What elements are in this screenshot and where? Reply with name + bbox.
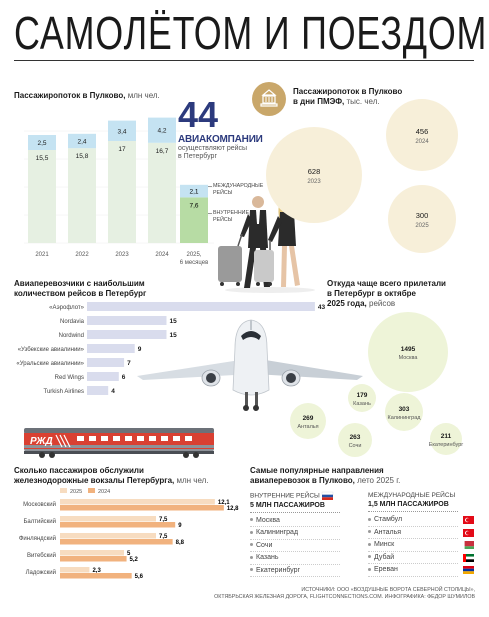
airlines-sub2: в Петербург (178, 153, 217, 160)
station-bar-2025 (60, 499, 215, 505)
carrier-bar (87, 372, 119, 381)
station-value-2025: 7,5 (159, 534, 168, 540)
origin-city: Калининград (387, 415, 421, 421)
legend-label-2025: 2025 (70, 489, 83, 495)
turkey-flag-icon (463, 516, 474, 524)
carrier-value: 4 (111, 388, 115, 395)
carrier-name: «Узбекские авиалинии» (17, 347, 84, 353)
legend-leader-line (208, 213, 212, 214)
russia-flag-icon (322, 492, 333, 500)
airlines-sub1: осуществляют рейсы (178, 145, 248, 152)
spief-year: 2025 (415, 223, 429, 229)
international-city: Дубай (368, 552, 458, 565)
carrier-value: 15 (169, 318, 177, 325)
domestic-head: ВНУТРЕННИЕ РЕЙСЫ (250, 492, 320, 500)
spief-value: 628 (307, 167, 321, 176)
pulkovo-chart-title: Пассажиропоток в Пулково, млн чел. (14, 91, 160, 100)
legend-domestic: ВНУТРЕННИЕ РЕЙСЫ (213, 210, 250, 223)
station-value-2024: 5,2 (129, 557, 138, 563)
origins-title: Откуда чаще всего прилетали в Петербург в октябре 2025 года, рейсов (327, 279, 446, 308)
spief-year: 2024 (415, 139, 429, 145)
uae-flag-icon (463, 554, 474, 562)
origin-city: Москва (398, 355, 418, 361)
domestic-city: Екатеринбург (250, 565, 340, 578)
carrier-value: 9 (137, 346, 142, 353)
domestic-destinations (250, 492, 360, 577)
domestic-city-list (250, 515, 360, 578)
year-label-2025-sub: 6 месяцев (179, 260, 209, 266)
station-bar-2024 (60, 556, 127, 562)
legend-leader-line (208, 186, 212, 187)
station-name: Финляндский (18, 536, 56, 542)
origin-value: 303 (398, 406, 410, 413)
armenia-flag-icon (463, 566, 474, 574)
spief-chart (250, 95, 489, 270)
domestic-value: 16,7 (155, 147, 169, 155)
year-label: 2024 (155, 252, 169, 258)
title-underline (14, 60, 474, 61)
destinations-title: Самые популярные направления авиаперевозок в Пулково, лето 2025 г. (250, 466, 401, 485)
international-city-list (368, 514, 483, 577)
belarus-flag-icon (463, 541, 474, 549)
station-value-2025: 2,3 (92, 568, 101, 574)
station-value-2024: 5,6 (134, 574, 144, 580)
airlines-number: 44 (178, 94, 219, 135)
spief-value: 456 (415, 127, 429, 136)
domestic-value: 15,5 (35, 155, 49, 162)
domestic-city: Казань (250, 552, 340, 565)
domestic-city: Калининград (250, 527, 340, 540)
carrier-name: Nordwind (58, 333, 84, 339)
carrier-value: 15 (169, 332, 177, 339)
legend-international: МЕЖДУНАРОДНЫЕ РЕЙСЫ (213, 183, 264, 196)
station-name: Витебский (26, 553, 56, 559)
carrier-name: Nordavia (59, 319, 84, 325)
airlines-label: АВИАКОМПАНИИ (178, 134, 263, 145)
domestic-bar (108, 141, 136, 243)
station-bar-2025 (60, 533, 156, 539)
station-bar-2025 (60, 516, 156, 522)
spief-title: Пассажиропоток в Пулково в дни ПМЭФ, тыс. чел. (293, 87, 403, 106)
international-city: Минск (368, 539, 458, 552)
carrier-value: 6 (121, 374, 126, 381)
spief-value: 300 (415, 211, 429, 220)
origin-value: 211 (440, 433, 452, 440)
international-value: 2,4 (77, 138, 87, 146)
domestic-value: 17 (118, 146, 126, 153)
carrier-name: «Аэрофлот» (49, 305, 84, 311)
station-bar-2024 (60, 505, 224, 511)
legend-swatch-2025 (60, 488, 67, 493)
carriers-title: Авиаперевозчики с наибольшим количеством рейсов в Петербург (14, 279, 147, 298)
carrier-name: Red Wings (54, 375, 84, 381)
domestic-city: Сочи (250, 540, 340, 553)
legend-swatch-2024 (88, 488, 95, 493)
carrier-bar (87, 358, 124, 367)
domestic-value: 15,8 (75, 153, 89, 161)
rail-chart (14, 487, 244, 587)
station-bar-2024 (60, 539, 173, 545)
legend-label-2024: 2024 (98, 489, 111, 495)
origin-value: 263 (349, 434, 361, 441)
station-bar-2025 (60, 567, 89, 573)
international-city: Стамбул (368, 514, 458, 527)
origin-city: Екатеринбург (428, 442, 464, 448)
carrier-name: «Уральские авиалинии» (16, 361, 84, 367)
international-value-2025: 2,1 (189, 188, 199, 196)
carrier-value: 7 (127, 360, 131, 367)
turkey-flag-icon (463, 529, 474, 537)
station-value-2024: 8,8 (175, 540, 184, 546)
carrier-bar (87, 344, 135, 353)
svg-text:РЖД: РЖД (30, 436, 53, 447)
station-name: Московский (23, 502, 56, 508)
domestic-bar (28, 150, 56, 243)
origins-chart (280, 300, 489, 465)
international-value: 4,2 (157, 127, 167, 135)
station-name: Ладожский (25, 570, 56, 576)
station-value-2025: 7,5 (159, 517, 168, 523)
rail-title: Сколько пассажиров обслужили железнодорожные вокзалы Петербурга, млн чел. (14, 466, 209, 485)
origin-value: 269 (302, 415, 314, 422)
origin-city: Анталья (297, 424, 319, 430)
page-title: САМОЛЁТОМ И ПОЕЗДОМ (14, 7, 488, 59)
sources: ИСТОЧНИКИ: ООО «ВОЗДУШНЫЕ ВОРОТА СЕВЕРНОЙ СТОЛИЦЫ», ОКТЯБРЬСКАЯ ЖЕЛЕЗНАЯ ДОРОГА, FLIGHTCONNECTIONS.COM. ИНФОГРАФИКА: ФЕДОР ШУМИЛОВ (214, 587, 475, 600)
origin-city: Казань (353, 401, 371, 407)
origin-value: 179 (356, 392, 368, 399)
international-head: МЕЖДУНАРОДНЫЕ РЕЙСЫ (368, 492, 456, 499)
train-illustration (22, 425, 217, 459)
station-bar-2025 (60, 550, 124, 556)
domestic-city: Москва (250, 515, 340, 528)
international-city: Анталья (368, 527, 458, 540)
station-value-2025: 5 (127, 551, 131, 557)
carrier-name: Turkish Airlines (43, 389, 84, 395)
station-value-2024: 9 (178, 523, 182, 529)
domestic-bar (68, 148, 96, 243)
international-value: 3,4 (117, 128, 127, 136)
origin-city: Сочи (348, 443, 362, 449)
domestic-bar (148, 143, 176, 243)
carrier-bar (87, 386, 108, 395)
international-destinations (368, 492, 483, 577)
origin-value: 1495 (400, 346, 416, 353)
station-name: Балтийский (23, 519, 56, 525)
spief-year: 2023 (307, 179, 321, 185)
year-label: 2021 (35, 252, 49, 258)
international-count: 1,5 МЛН ПАССАЖИРОВ (368, 501, 449, 508)
domestic-count: 5 МЛН ПАССАЖИРОВ (250, 501, 325, 509)
international-value: 2,5 (37, 140, 47, 147)
year-label: 2023 (115, 252, 129, 258)
international-city: Ереван (368, 564, 458, 577)
station-value-2024: 12,8 (226, 506, 239, 512)
year-label-2025: 2025, (186, 252, 202, 258)
year-label: 2022 (75, 252, 89, 258)
station-value-2025: 12,1 (217, 500, 230, 506)
domestic-value-2025: 7,6 (189, 202, 199, 210)
station-bar-2024 (60, 522, 175, 528)
carrier-value: 43 (317, 304, 326, 311)
